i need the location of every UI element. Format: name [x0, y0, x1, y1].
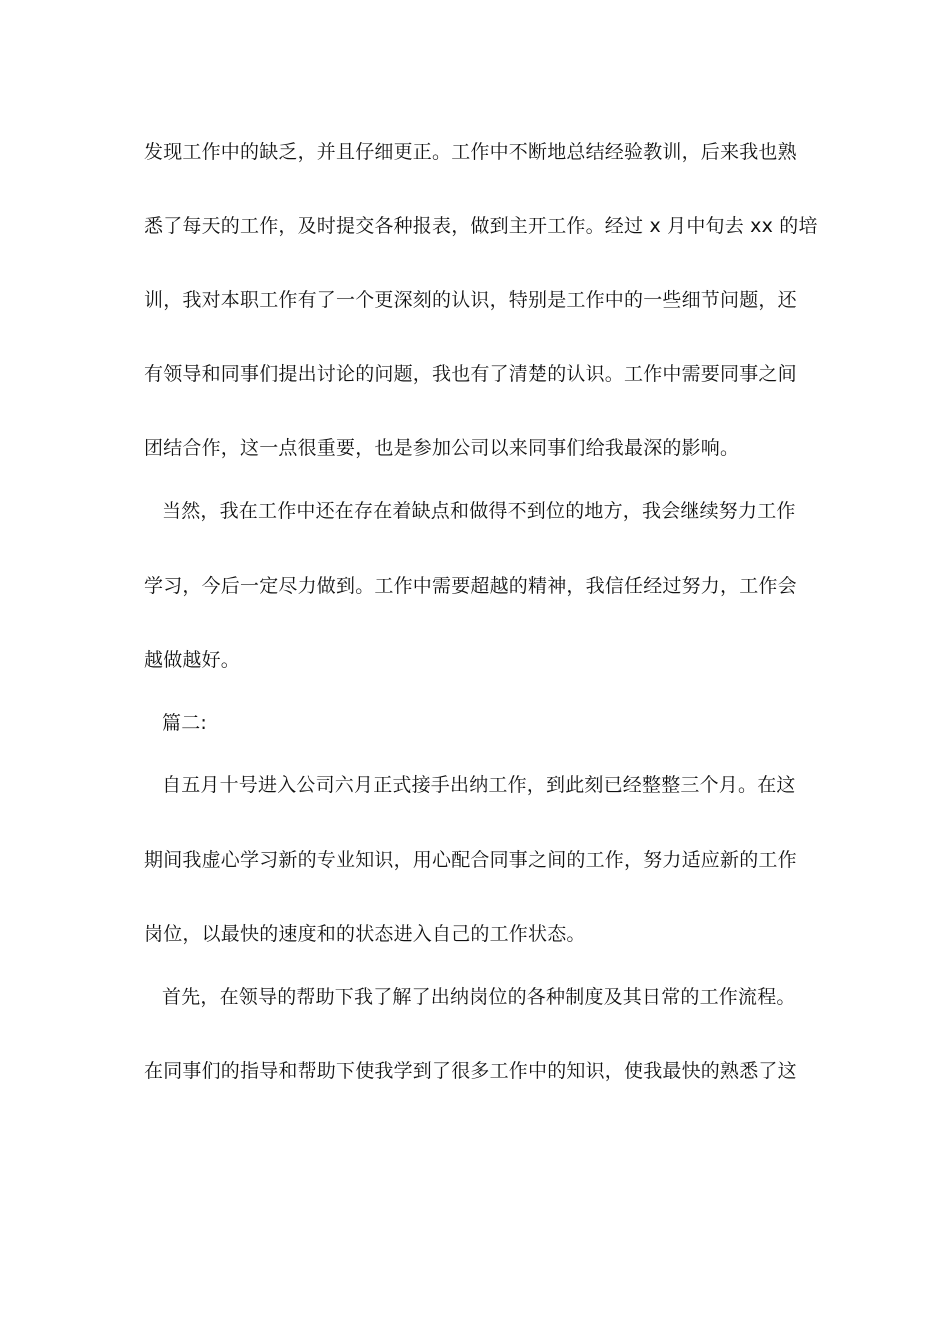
- paragraph-first-line: 当然，我在工作中还在存在着缺点和做得不到位的地方，我会继续努力工作: [162, 500, 796, 522]
- text-line: 悉了每天的工作，及时提交各种报表，做到主开工作。经过 x 月中旬去 xx 的培: [144, 215, 818, 237]
- text-line: 发现工作中的缺乏，并且仔细更正。工作中不断地总结经验教训，后来我也熟: [144, 141, 797, 163]
- text-line: 学习，今后一定尽力做到。工作中需要超越的精神，我信任经过努力，工作会: [144, 575, 797, 597]
- text-line: 越做越好。: [144, 649, 241, 671]
- text-line: 岗位，以最快的速度和的状态进入自己的工作状态。: [144, 923, 586, 945]
- text-line: 期间我虚心学习新的专业知识，用心配合同事之间的工作，努力适应新的工作: [144, 849, 797, 871]
- text-line: 训，我对本职工作有了一个更深刻的认识，特别是工作中的一些细节问题，还: [144, 289, 797, 311]
- text-line: 有领导和同事们提出讨论的问题，我也有了清楚的认识。工作中需要同事之间: [144, 363, 797, 385]
- text-line: 团结合作，这一点很重要，也是参加公司以来同事们给我最深的影响。: [144, 437, 740, 459]
- paragraph-first-line: 自五月十号进入公司六月正式接手出纳工作，到此刻已经整整三个月。在这: [162, 774, 796, 796]
- section-heading: 篇二:: [162, 712, 208, 734]
- paragraph-first-line: 首先，在领导的帮助下我了解了出纳岗位的各种制度及其日常的工作流程。: [162, 986, 796, 1008]
- text-line: 在同事们的指导和帮助下使我学到了很多工作中的知识，使我最快的熟悉了这: [144, 1060, 797, 1082]
